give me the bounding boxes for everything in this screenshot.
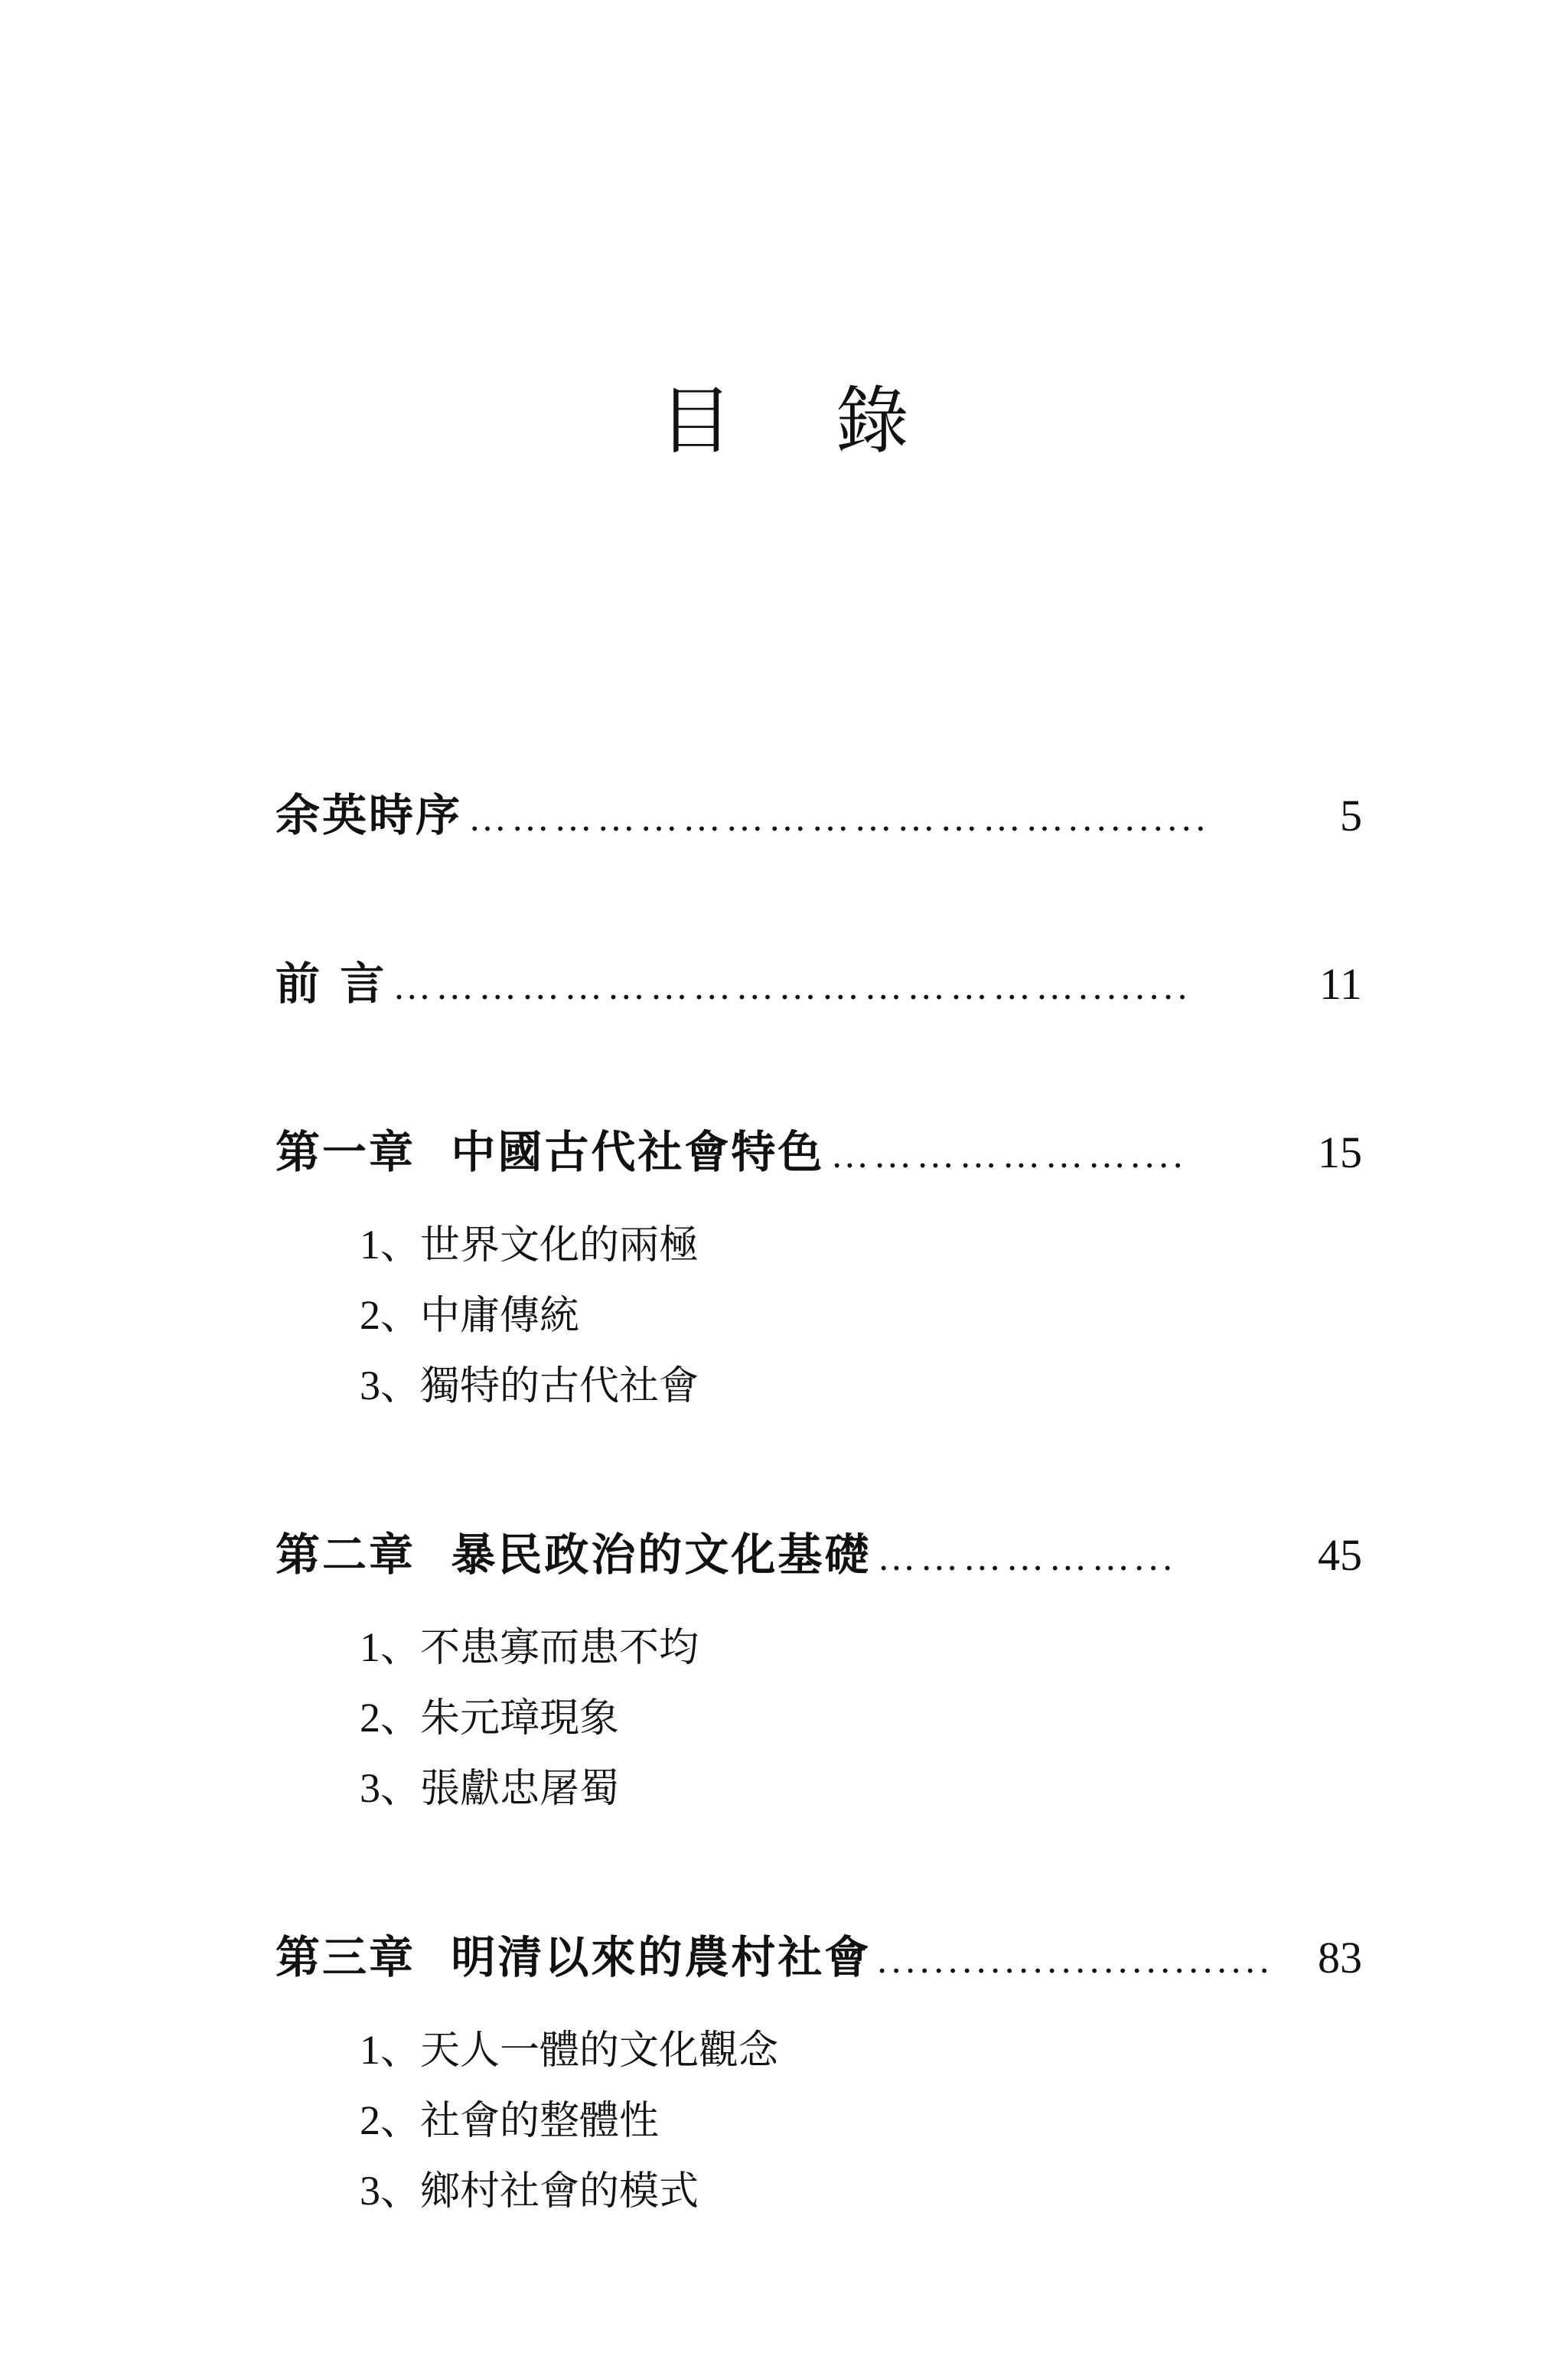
toc-subsection-title: 、社會的整體性 <box>380 2098 660 2144</box>
toc-subsection-title: 、朱元璋現象 <box>380 1695 620 1741</box>
toc-subsection-number: 1 <box>360 1222 380 1268</box>
table-of-contents <box>275 773 1362 2226</box>
toc-page-number: 11 <box>1319 959 1362 1009</box>
toc-subsections <box>275 1209 1362 1421</box>
toc-entry-label: 余英時序 <box>275 789 463 841</box>
toc-subsection-number: 3 <box>360 1363 380 1408</box>
toc-subsection-number: 2 <box>360 1695 380 1741</box>
toc-entry-chapter-2[interactable] <box>275 1513 1362 1597</box>
toc-entry-label: 前 言 <box>275 958 387 1010</box>
toc-subsection[interactable] <box>360 2156 1362 2226</box>
toc-entry-chapter-3[interactable] <box>275 1915 1362 1999</box>
toc-subsection-title: 、不患寡而患不均 <box>380 1625 699 1671</box>
toc-dot-leader: …………………………………….......... <box>468 796 1211 839</box>
spacer <box>275 857 1362 942</box>
toc-subsection-title: 、鄉村社會的模式 <box>380 2169 699 2214</box>
toc-subsection-number: 3 <box>360 2168 380 2214</box>
toc-subsection-title: 、中庸傳統 <box>380 1293 580 1339</box>
toc-subsection-title: 、獨特的古代社會 <box>380 1363 699 1409</box>
toc-subsection[interactable] <box>360 1350 1362 1421</box>
toc-entry-label: 第一章 中國古代社會特色 <box>275 1126 825 1178</box>
spacer <box>275 1823 1362 1915</box>
page-title: 目 錄 <box>659 378 949 464</box>
toc-subsection-number: 1 <box>360 1624 380 1670</box>
toc-subsection-number: 2 <box>360 2097 380 2143</box>
toc-entry-label: 第二章 暴民政治的文化基礎 <box>275 1529 872 1581</box>
toc-subsection[interactable] <box>360 2085 1362 2156</box>
toc-subsection-title: 、天人一體的文化觀念 <box>380 2028 779 2074</box>
toc-entry-foreword[interactable] <box>275 942 1362 1026</box>
toc-entry-preface-yu[interactable] <box>275 773 1362 857</box>
spacer <box>275 1421 1362 1513</box>
toc-subsection-number: 1 <box>360 2027 380 2073</box>
toc-entry-label: 第三章 明清以來的農村社會 <box>275 1931 872 1983</box>
toc-subsection[interactable] <box>360 1280 1362 1350</box>
toc-subsection[interactable] <box>360 1753 1362 1823</box>
toc-subsections <box>275 1612 1362 1823</box>
toc-subsection[interactable] <box>360 1682 1362 1753</box>
toc-page-number: 5 <box>1340 791 1362 840</box>
toc-dot-leader: ............................ <box>877 1938 1274 1981</box>
toc-entry-chapter-1[interactable] <box>275 1110 1362 1194</box>
toc-subsection-title: 、張獻忠屠蜀 <box>380 1766 620 1812</box>
toc-dot-leader: ………………... <box>877 1535 1177 1578</box>
toc-subsection[interactable] <box>360 1209 1362 1280</box>
toc-subsections <box>275 2015 1362 2226</box>
toc-subsection-number: 3 <box>360 1765 380 1811</box>
toc-subsection-number: 2 <box>360 1292 380 1338</box>
toc-dot-leader: ………………….... <box>830 1133 1188 1176</box>
toc-subsection-title: 、世界文化的兩極 <box>380 1222 699 1268</box>
toc-page-number: 83 <box>1318 1933 1362 1983</box>
toc-page-number: 45 <box>1318 1530 1362 1580</box>
toc-dot-leader: …………………………………………........ <box>393 964 1192 1007</box>
spacer <box>275 1026 1362 1110</box>
toc-page-number: 15 <box>1318 1128 1362 1177</box>
toc-subsection[interactable] <box>360 1612 1362 1682</box>
toc-subsection[interactable] <box>360 2015 1362 2085</box>
